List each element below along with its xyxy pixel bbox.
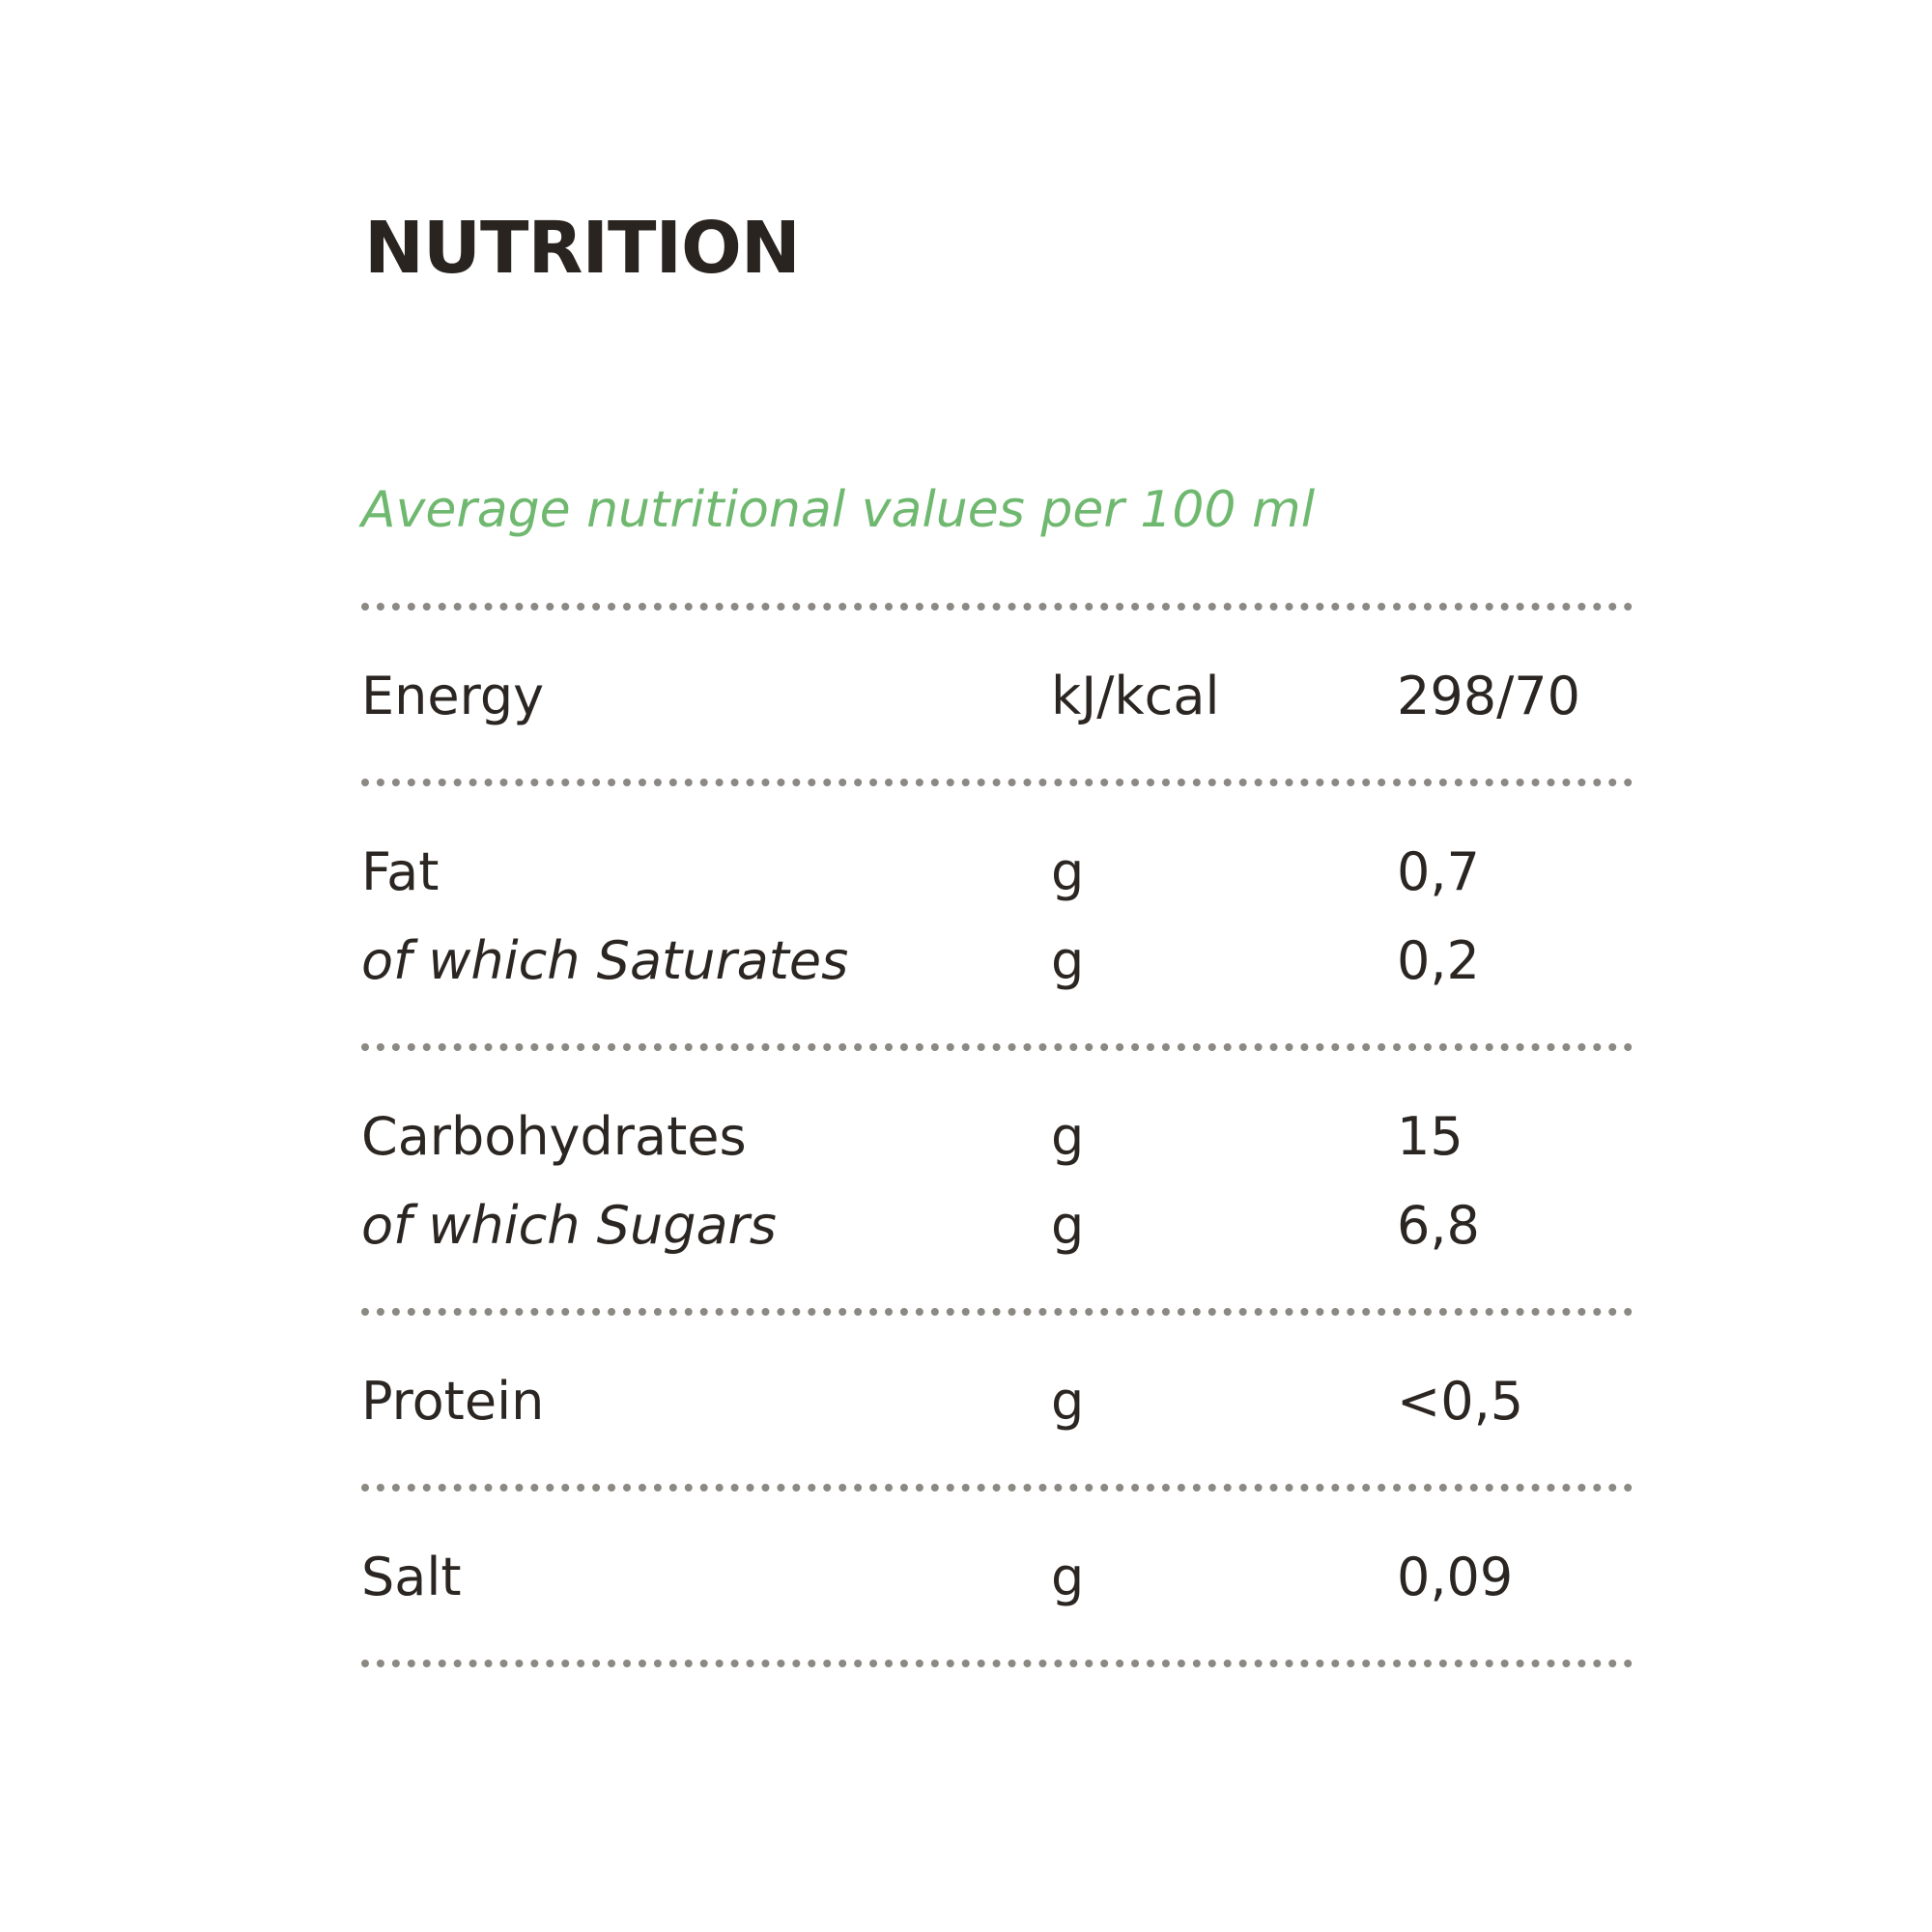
row-unit: g	[1051, 1547, 1085, 1607]
nutrition-row-salt	[0, 1544, 1932, 1611]
row-label: of which Saturates	[361, 930, 849, 991]
dotted-divider	[361, 603, 1633, 611]
row-label: Salt	[361, 1547, 462, 1607]
nutrition-row-energy	[0, 663, 1932, 730]
row-value: 15	[1397, 1106, 1463, 1167]
row-unit: g	[1051, 1371, 1085, 1432]
dotted-divider	[361, 1484, 1633, 1492]
row-label: Carbohydrates	[361, 1106, 747, 1167]
row-value: 298/70	[1397, 666, 1580, 726]
nutrition-row-carbohydrates	[0, 1103, 1932, 1171]
nutrition-row-protein	[0, 1368, 1932, 1435]
dotted-divider	[361, 1043, 1633, 1051]
row-unit: g	[1051, 930, 1085, 991]
row-value: <0,5	[1397, 1371, 1524, 1432]
row-unit: kJ/kcal	[1051, 666, 1220, 726]
nutrition-row-sugars	[0, 1192, 1932, 1260]
row-unit: g	[1051, 1195, 1085, 1256]
row-value: 6,8	[1397, 1195, 1480, 1256]
row-value: 0,7	[1397, 841, 1480, 902]
row-label: Energy	[361, 666, 545, 726]
row-unit: g	[1051, 841, 1085, 902]
dotted-divider	[361, 1308, 1633, 1316]
nutrition-heading: NUTRITION	[364, 207, 800, 290]
row-unit: g	[1051, 1106, 1085, 1167]
row-label: of which Sugars	[361, 1195, 777, 1256]
nutrition-row-fat	[0, 838, 1932, 906]
nutrition-row-saturates	[0, 927, 1932, 995]
row-value: 0,2	[1397, 930, 1480, 991]
row-label: Fat	[361, 841, 440, 902]
dotted-divider	[361, 779, 1633, 786]
nutrition-subheading: Average nutritional values per 100 ml	[361, 481, 1316, 539]
row-label: Protein	[361, 1371, 545, 1432]
dotted-divider	[361, 1660, 1633, 1667]
row-value: 0,09	[1397, 1547, 1514, 1607]
